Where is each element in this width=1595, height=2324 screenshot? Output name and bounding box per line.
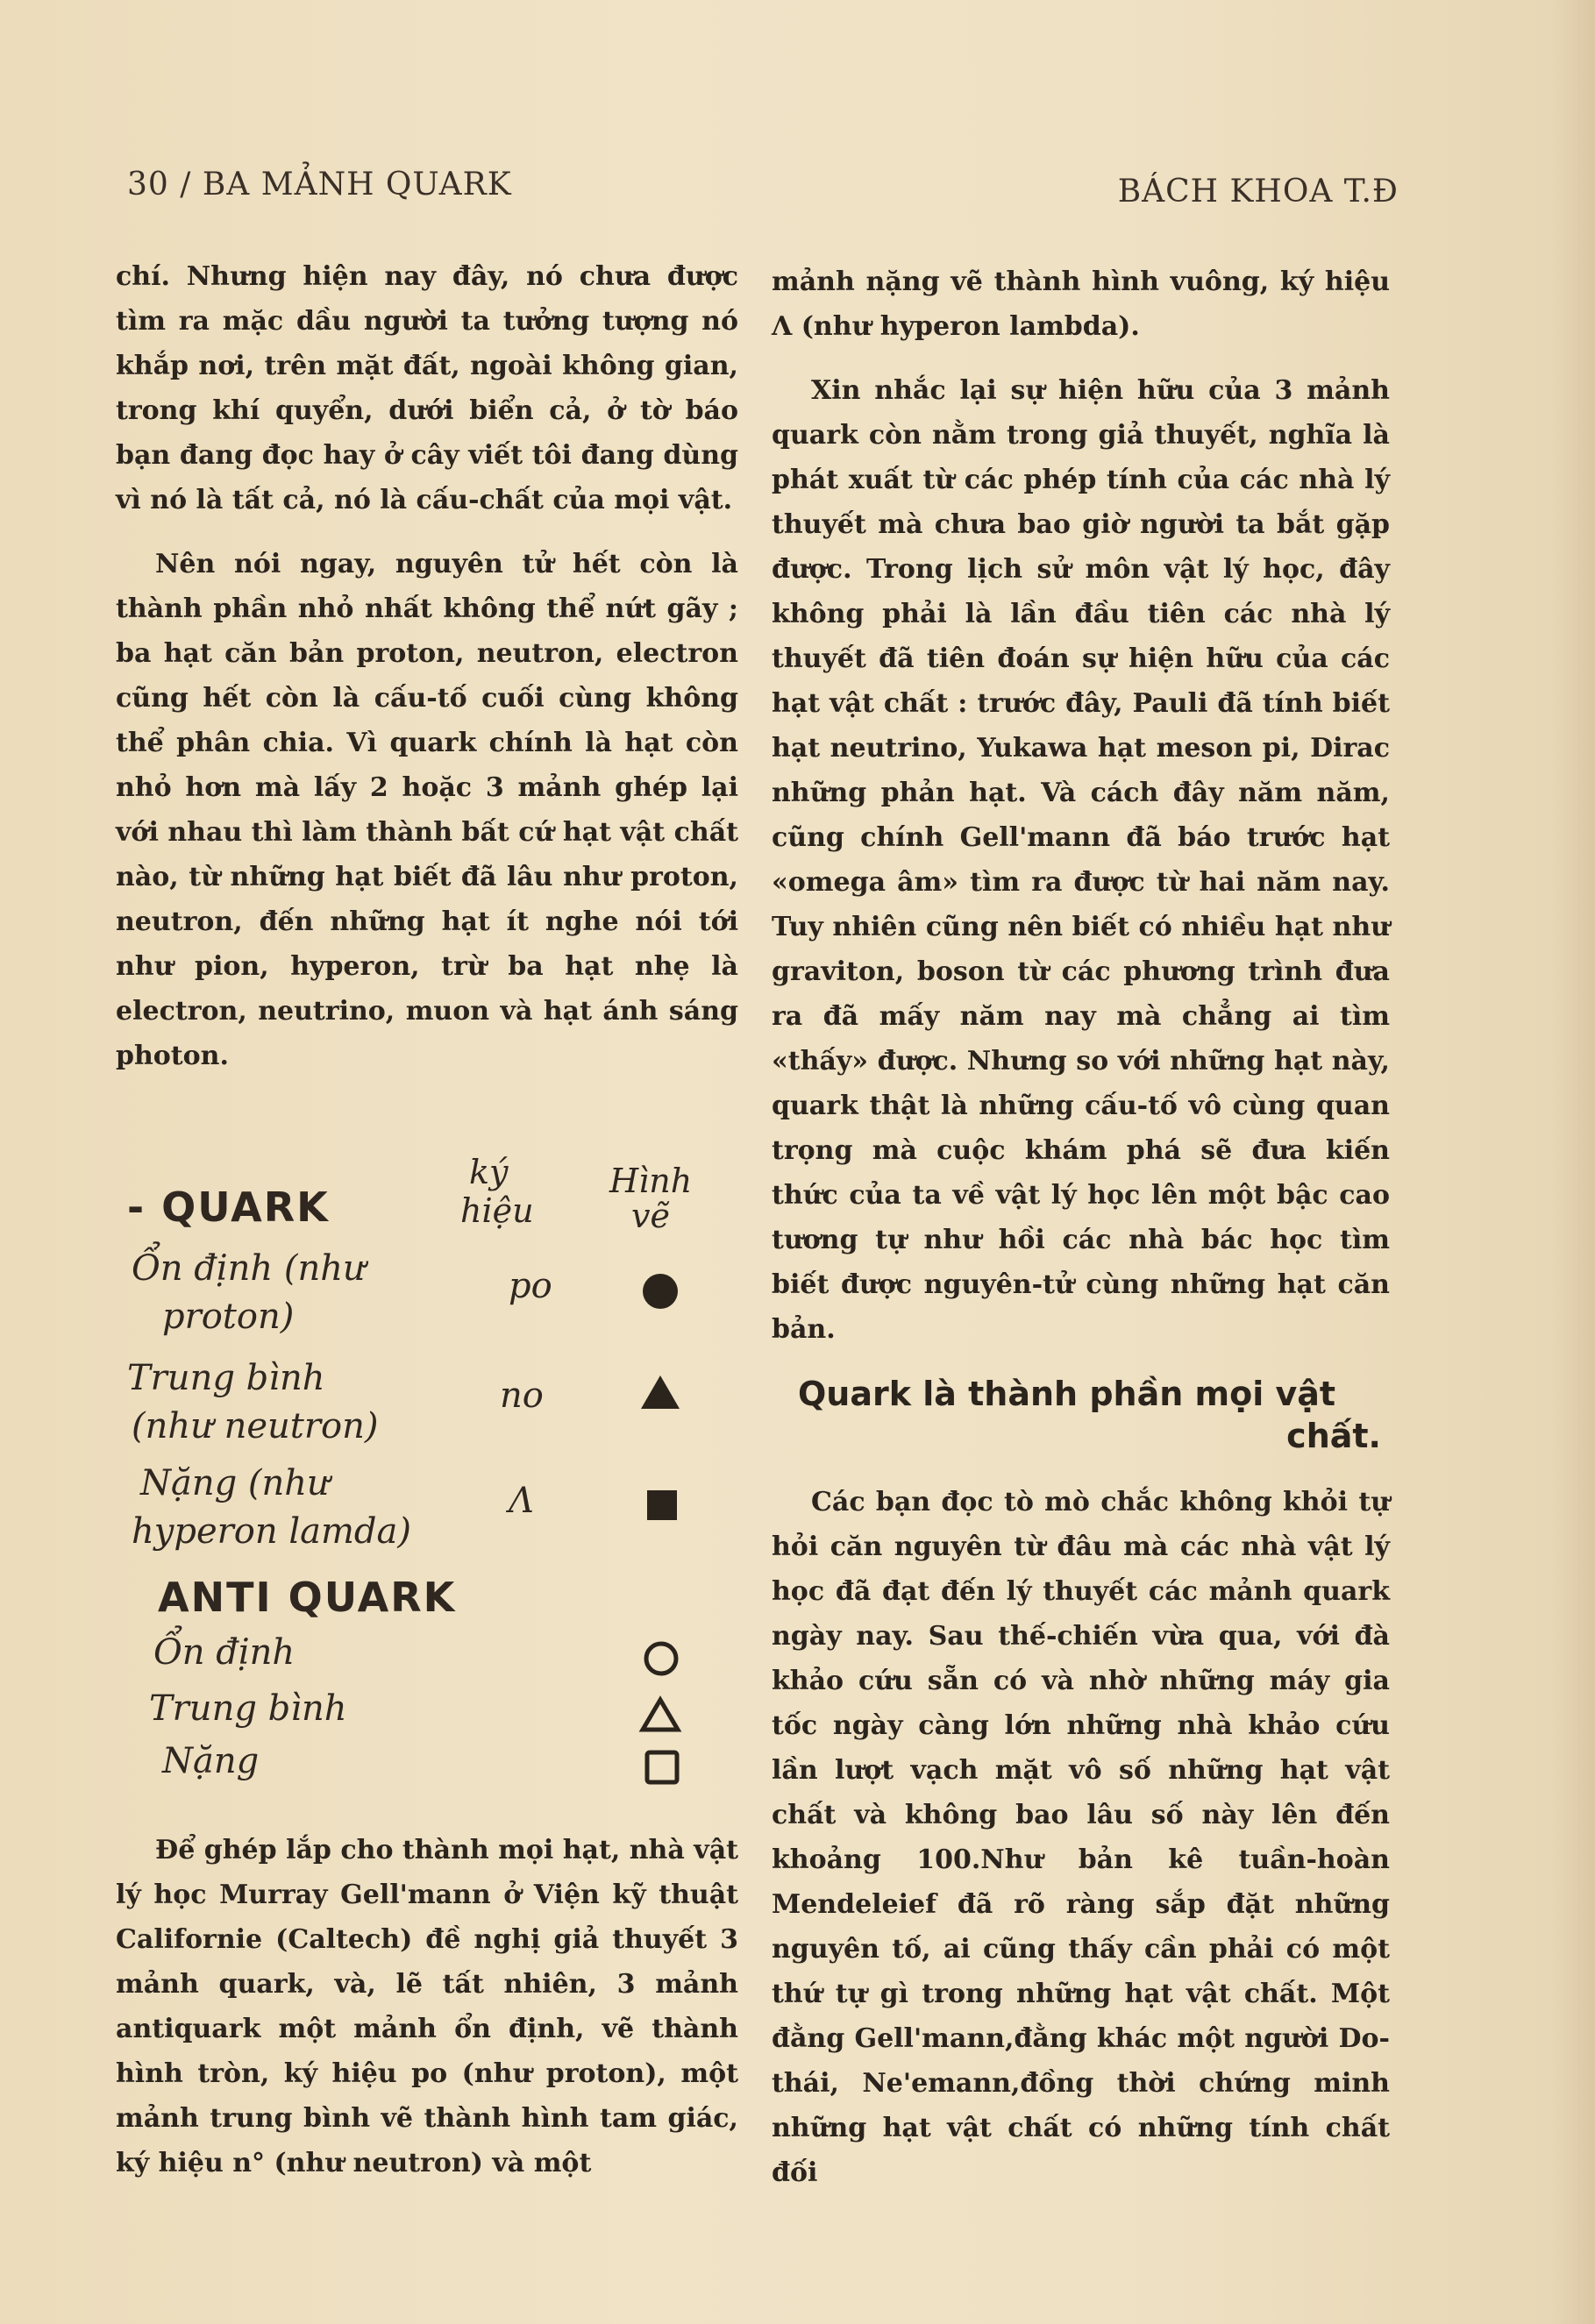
filled-triangle-icon: [638, 1372, 682, 1412]
hollow-triangle-icon: [638, 1695, 682, 1735]
diagram-row1-sublabel: proton): [162, 1297, 295, 1337]
hollow-square-icon: [644, 1749, 680, 1786]
hollow-circle-icon: [642, 1639, 680, 1678]
paragraph: mảnh nặng vẽ thành hình vuông, ký hiệu Λ (như hyperon lambda).: [772, 267, 1390, 342]
paragraph: Xin nhắc lại sự hiện hữu của 3 mảnh quark còn nằm trong giả thuyết, nghĩa là phát xuất từ các phép tính của các nhà lý thuyết mà chưa bao giờ người ta bắt gặp được. Trong lịch sử môn vật lý học, đây không phải là lần đầu tiên các nhà lý thuyết đã tiên đoán sự hiện hữu của các hạt vật chất : trước đây, Pauli đã tính biết hạt neutrino, Yukawa hạt meson pi, Dirac những phản hạt. Và cách đây năm năm, cũng chính Gell'mann đã báo trước hạt «omega âm» tìm ra được từ hai năm nay. Tuy nhiên cũng nên biết có nhiều hạt như graviton, boson từ các phương trình đưa ra đã mấy năm nay mà chẳng ai tìm «thấy» được. Nhưng so với những hạt này, quark thật là những cấu-tố vô cùng quan trọng mà cuộc khám phá sẽ đưa kiến thức của ta về vật lý học lên một bậc cao tương tự như hồi các nhà bác học tìm biết được nguyên-tử cùng những hạt căn bản.: [772, 375, 1390, 1345]
left-column-top: [116, 254, 738, 1078]
diagram-row3-label: Nặng (như: [140, 1463, 330, 1503]
diagram-anti1-label: Ổn định: [153, 1632, 296, 1673]
diagram-row2-label: Trung bình: [127, 1358, 325, 1398]
diagram-row3-sublabel: hyperon lamda): [132, 1511, 411, 1552]
diagram-row3-symbol: Λ: [509, 1481, 534, 1521]
diagram-col-shape-2: vẽ: [631, 1197, 670, 1235]
diagram-antiquark-title: ANTI QUARK: [158, 1574, 457, 1621]
right-column: [772, 259, 1390, 2195]
diagram-anti3-label: Nặng: [162, 1741, 260, 1781]
filled-square-icon: [644, 1488, 680, 1523]
diagram-anti2-label: Trung bình: [149, 1688, 347, 1729]
diagram-col-symbol-1: ký: [469, 1153, 509, 1191]
paragraph: Để ghép lắp cho thành mọi hạt, nhà vật lý học Murray Gell'mann ở Viện kỹ thuật Californie (Caltech) đề nghị giả thuyết 3 mảnh quark, và, lẽ tất nhiên, 3 mảnh antiquark một mảnh ổn định, vẽ thành hình tròn, ký hiệu po (như proton), một mảnh trung bình vẽ thành hình tam giác, ký hiệu n° (như neutron) và một: [116, 1835, 738, 2178]
header-left: 30 / BA MẢNH QUARK: [127, 167, 512, 203]
quark-diagram: [123, 1153, 754, 1793]
left-column-bottom: [116, 1828, 738, 2185]
diagram-quark-title: - QUARK: [127, 1183, 330, 1231]
paragraph: Các bạn đọc tò mò chắc không khỏi tự hỏi căn nguyên từ đâu mà các nhà vật lý học đã đạt đến lý thuyết các mảnh quark ngày nay. Sau thế-chiến vừa qua, với đà khảo cứu sẵn có và nhờ những máy gia tốc ngày càng lớn những nhà khảo cứu lần lượt vạch mặt vô số những hạt vật chất và không bao lâu số này lên đến khoảng 100.Như bản kê tuần-hoàn Mendeleief đã rõ ràng sắp đặt những nguyên tố, ai cũng thấy cần phải có một thứ tự gì trong những hạt vật chất. Một đằng Gell'mann,đằng khác một người Do-thái, Ne'emann,đồng thời chứng minh những hạt vật chất có những tính chất đối: [772, 1487, 1390, 2188]
diagram-row1-label: Ổn định (như: [132, 1248, 366, 1289]
paragraph: Nên nói ngay, nguyên tử hết còn là thành phần nhỏ nhất không thể nứt gãy ; ba hạt căn bản proton, neutron, electron cũng hết còn là cấu-tố cuối cùng không thể phân chia. Vì quark chính là hạt còn nhỏ hơn mà lấy 2 hoặc 3 mảnh ghép lại với nhau thì làm thành bất cứ hạt vật chất nào, từ những hạt biết đã lâu như proton, neutron, đến những hạt ít nghe nói tới như pion, hyperon, trừ ba hạt nhẹ là electron, neutrino, muon và hạt ánh sáng photon.: [116, 549, 738, 1071]
diagram-row1-symbol: po: [509, 1266, 552, 1306]
diagram-col-symbol-2: hiệu: [460, 1191, 534, 1230]
page-header: [127, 167, 1399, 210]
section-heading-line-1: Quark là thành phần mọi vật: [798, 1375, 1336, 1413]
section-heading: [798, 1373, 1390, 1457]
diagram-row2-sublabel: (như neutron): [132, 1406, 379, 1446]
section-heading-line-2: chất.: [1286, 1417, 1381, 1455]
diagram-row2-symbol: no: [500, 1375, 544, 1416]
paper-edge-shadow: [1551, 0, 1595, 2324]
diagram-col-shape-1: Hình: [609, 1162, 693, 1200]
paragraph: chí. Nhưng hiện nay đây, nó chưa được tìm ra mặc dầu người ta tưởng tượng nó khắp nơi, trên mặt đất, ngoài không gian, trong khí quyển, dưới biển cả, ở tờ báo bạn đang đọc hay ở cây viết tôi đang dùng vì nó là tất cả, nó là cấu-chất của mọi vật.: [116, 261, 738, 515]
filled-circle-icon: [640, 1271, 680, 1311]
header-right: BÁCH KHOA T.Đ: [1117, 174, 1399, 210]
